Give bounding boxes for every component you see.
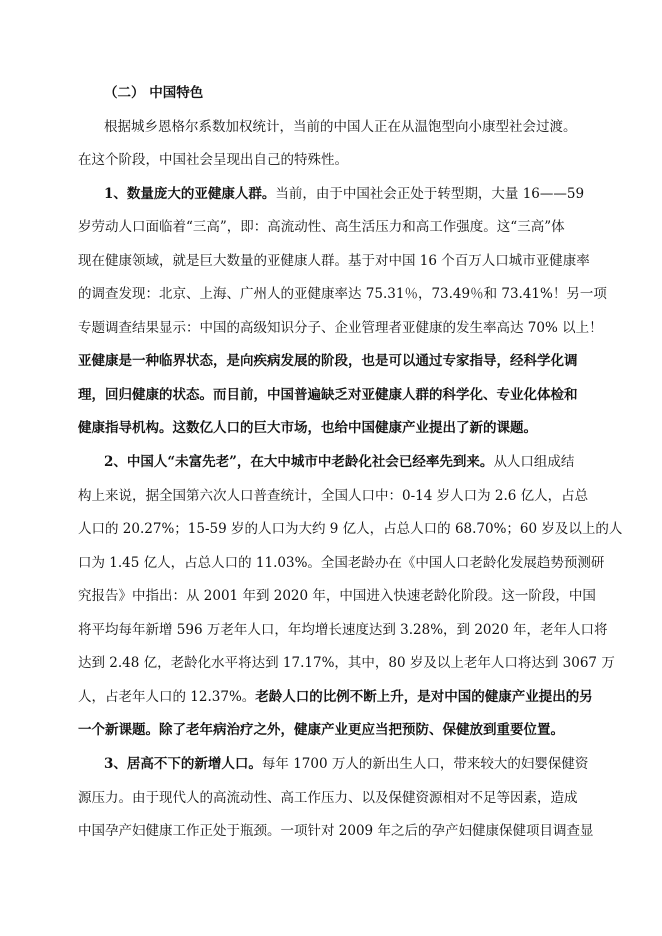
paragraph-line [78, 822, 593, 840]
paragraph-line [78, 688, 593, 706]
paragraph-line [78, 520, 622, 538]
paragraph-line [104, 118, 577, 136]
paragraph-line [78, 554, 604, 572]
paragraph-line [104, 453, 574, 471]
paragraph-line [78, 319, 603, 337]
paragraph-line [78, 419, 537, 437]
line-bold-text: 老龄人口的比例不断上升，是对中国的健康产业提出的另 [255, 689, 593, 705]
paragraph-line [78, 721, 564, 739]
line-bold-text: 健康指导机构。这数亿人口的巨大市场，也给中国健康产业提出了新的课题。 [78, 420, 537, 436]
line-text: 人口的 20.27%；15-59 岁的人口为大约 9 亿人，占总人口的 68.70%；60 岁及以上的人 [78, 521, 623, 537]
paragraph-line [104, 185, 584, 203]
line-text: 口为 1.45 亿人，占总人口的 11.03%。全国老龄办在《中国人口老龄化发展趋势预测研 [78, 555, 605, 571]
line-bold-text: 2、中国人“未富先老”，在大中城市中老龄化社会已经率先到来。 [104, 454, 494, 470]
line-text: 构上来说，据全国第六次人口普查统计，全国人口中：0-14 岁人口为 2.6 亿人，占总 [78, 488, 589, 504]
paragraph-line [78, 386, 578, 404]
paragraph-line [78, 487, 588, 505]
line-bold-text: 亚健康是一种临界状态，是向疾病发展的阶段，也是可以通过专家指导，经科学化调 [78, 353, 578, 369]
line-text: 的调查发现：北京、上海、广州人的亚健康率达 75.31％，73.49％和 73.41%！另一项 [78, 286, 607, 302]
line-text: 根据城乡恩格尔系数加权统计，当前的中国人正在从温饱型向小康型社会过渡。 [104, 119, 577, 135]
line-text: 专题调查结果显示：中国的高级知识分子、企业管理者亚健康的发生率高达 70% 以上！ [78, 320, 603, 336]
line-bold-text: 3、居高不下的新增人口。 [104, 756, 262, 772]
paragraph-line [78, 789, 578, 807]
line-text: 中国孕产妇健康工作正处于瓶颈。一项针对 2009 年之后的孕产妇健康保健项目调查显 [78, 823, 594, 839]
line-bold-text: 理，回归健康的状态。而目前，中国普遍缺乏对亚健康人群的科学化、专业化体检和 [78, 387, 578, 403]
paragraph-line [78, 621, 607, 639]
paragraph-line [78, 352, 578, 370]
line-bold-text: 1、数量庞大的亚健康人群。 [104, 186, 276, 202]
paragraph-line [78, 218, 565, 236]
line-text: 现在健康领域，就是巨大数量的亚健康人群。基于对中国 16 个百万人口城市亚健康率 [78, 253, 590, 269]
paragraph-line [78, 654, 615, 672]
line-text: 当前，由于中国社会正处于转型期，大量 16——59 [275, 186, 585, 202]
paragraph-line [78, 252, 590, 270]
line-text: 将平均每年新增 596 万老年人口，年均增长速度达到 3.28%，到 2020 年，老年人口将 [78, 622, 608, 638]
line-text: 从人口组成结 [493, 454, 575, 470]
line-bold-text: 一个新课题。除了老年病治疗之外，健康产业更应当把预防、保健放到重要位置。 [78, 722, 564, 738]
line-text: 岁劳动人口面临着“三高”，即：高流动性、高生活压力和高工作强度。这“三高”体 [78, 219, 565, 235]
paragraph-line [104, 755, 588, 773]
paragraph-line [78, 587, 596, 605]
paragraph-line [78, 285, 607, 303]
line-text: 每年 1700 万人的新出生人口，带来较大的妇婴保健资 [261, 756, 589, 772]
line-text: 究报告》中指出：从 2001 年到 2020 年，中国进入快速老龄化阶段。这一阶段，中国 [78, 588, 596, 604]
line-text: 源压力。由于现代人的高流动性、高工作压力、以及保健资源相对不足等因素，造成 [78, 790, 578, 806]
section-heading: （二） 中国特色 [104, 85, 204, 101]
line-text: 在这个阶段，中国社会呈现出自己的特殊性。 [78, 152, 348, 168]
paragraph-line [78, 151, 348, 169]
line-text: 人，占老年人口的 12.37%。 [78, 689, 256, 705]
line-text: 达到 2.48 亿，老龄化水平将达到 17.17%，其中，80 岁及以上老年人口将达到 3067 万 [78, 655, 615, 671]
